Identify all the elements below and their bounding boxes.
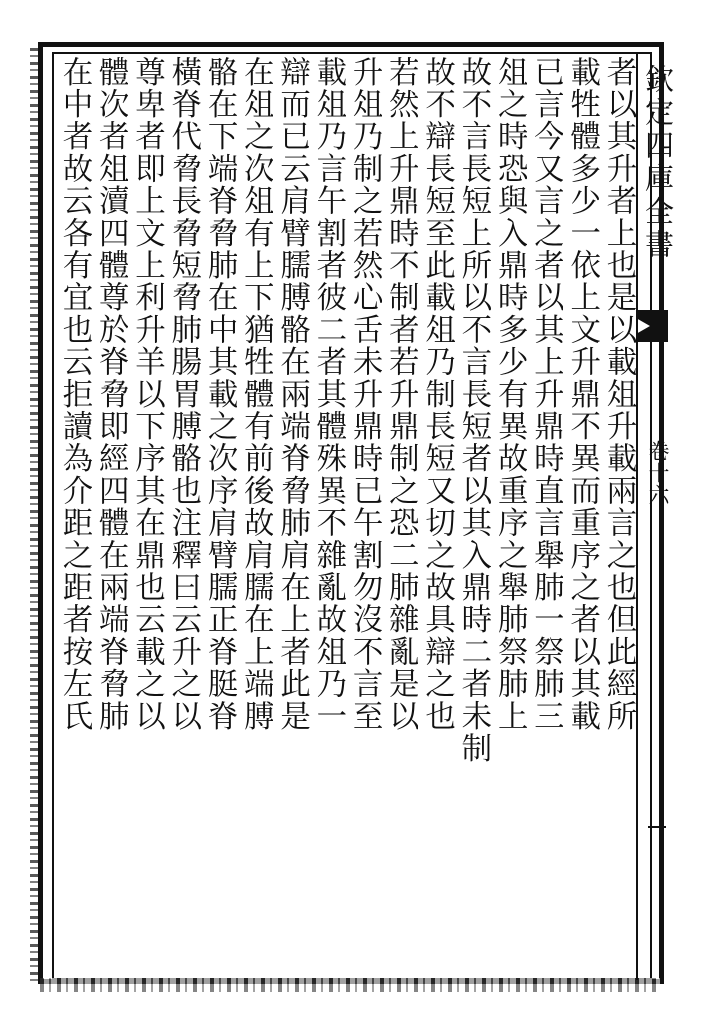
text-column: 若然上升鼎時不制者若升鼎制之恐二肺雜亂是以 xyxy=(383,56,419,733)
body-text xyxy=(56,56,636,960)
margin-divider xyxy=(636,54,638,980)
text-column: 升俎乃制之若然心舌未升鼎時已午割勿沒不言至 xyxy=(347,56,383,733)
text-column: 故不言長短上所以不言長短者以其入鼎時二者未制 xyxy=(455,56,491,765)
text-column: 者以其升者上也是以載俎升載兩言之也但此經所 xyxy=(600,56,636,733)
text-column: 辯而已云肩臂臑膊骼在兩端脊脅肺肩在上者此是 xyxy=(274,56,310,733)
text-column: 在俎之次俎有上下猶牲體有前後故肩臑在上端膊 xyxy=(238,56,274,733)
text-column: 在中者故云各有宜也云拒讀為介距之距者按左氏 xyxy=(57,56,92,733)
text-column: 載牲體多少一依上文升鼎不異而重序之者以其載 xyxy=(564,56,600,733)
text-column: 俎之時恐與入鼎時多少有異故重序之舉肺祭肺上 xyxy=(492,56,528,733)
text-column: 體次者俎瀆四體尊於脊脅即經四體在兩端脊脅肺 xyxy=(93,56,129,733)
text-column: 尊卑者即上文上利升羊以下序其在鼎也云載之以 xyxy=(129,56,165,733)
text-column: 故不辯長短至此載俎乃制長短又切之故具辯之也 xyxy=(419,56,455,733)
chapter-label: 卷十六 xyxy=(646,440,670,506)
page-bottom-edge xyxy=(40,978,660,992)
fish-tail-mark-icon xyxy=(636,308,668,344)
text-column: 骼在下端脊脅肺在中其載之次序肩臂臑正脊脡脊 xyxy=(202,56,238,733)
book-title: 欽定四庫全書 xyxy=(641,64,675,262)
margin-tick xyxy=(648,826,666,828)
text-column: 已言今又言之者以其上升鼎時直言舉肺一祭肺三 xyxy=(528,56,564,733)
text-column: 橫脊代脅長脅短脅肺腸胃膊骼也注釋曰云升之以 xyxy=(165,56,201,733)
text-column: 載俎乃言午割者彼二者其體殊異不雜亂故俎乃一 xyxy=(310,56,346,733)
